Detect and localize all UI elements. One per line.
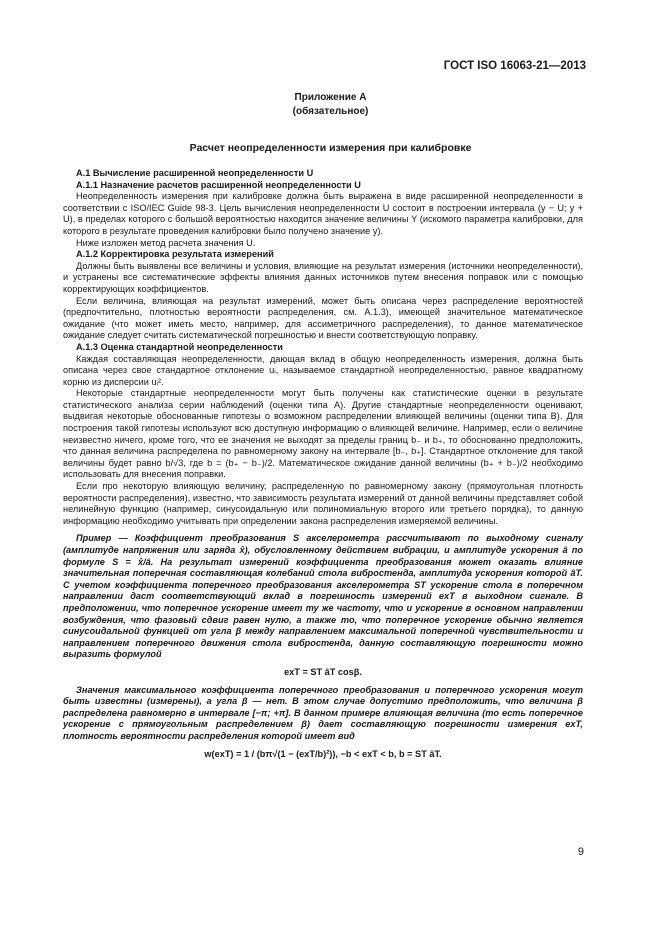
body-text: [63, 168, 583, 766]
paragraph: Каждая составляющая неопределенности, дающая вклад в общую неопределенность измерения, должна быть описана через свое стандартное отклонение uᵢ, называемое стандартной неопределенностью, равное квадратному корню из дисперсии uᵢ².: [63, 353, 583, 387]
paragraph: Должны быть выявлены все величины и условия, влияющие на результат измерения (источники неопределенности), и устранены все систематические эффекты влияния данных источников путем внесения поправок или с помощью корректирующих коэффициентов.: [63, 260, 583, 294]
annex-title: Приложение А: [294, 92, 367, 103]
paragraph: Ниже изложен метод расчета значения U.: [76, 237, 256, 248]
page-number: 9: [577, 846, 584, 858]
page-title: Расчет неопределенности измерения при калибровке: [189, 142, 472, 154]
paragraph: Значения максимального коэффициента поперечного преобразования и поперечного ускорения могут быть известны (измерены), а угла β — нет. В этом случае допустимо предположить, что величина β распределена равномерно в интервале [−π; +π]. В данном примере влияющая величина (то есть поперечное ускорение с прямоугольным распределением β) дает составляющую погрешности измерения exT, плотность вероятности распределения которой имеет вид: [63, 684, 583, 741]
section-heading: А.1.1 Назначение расчетов расширенной неопределенности U: [76, 179, 361, 190]
paragraph: Если величина, влияющая на результат измерений, может быть описана через распределение вероятностей (предпочтительно, плотностью вероятности распределения, см. А.1.3), имеющей значительное математическое ожидание (что может иметь место, например, для ассиметричного распределения), то данное математическое ожидание следует считать систематической погрешностью и внести соответствующую поправку.: [63, 295, 583, 341]
section-heading: А.1 Вычисление расширенной неопределенности U: [76, 168, 314, 178]
paragraph: Некоторые стандартные неопределенности могут быть получены как статистические оценки в результате статистического анализа серии наблюдений (оценки типа А). Другие стандартные неопределенности оценивают, выдвигая некоторые обоснованные гипотезы о возможном распределении влияющей величины (оценки типа В). Для построения такой гипотезы используют всю доступную информацию о влияющей величине. Например, если о величине неизвестно ничего, кроме того, что ее значения не выходят за пределы границ b₋ и b₊, то обоснованно предположить, что данная величина распределена по равномерному закону на интервале [b₋, b₊]. Стандартное отклонение для такой величины будет равно b/√3, где b = (b₊ − b₋)/2. Математическое ожидание данной величины (b₊ + b₋)/2 необходимо использовать для внесения поправки.: [63, 388, 583, 480]
formula: exT = ST âT cosβ.: [284, 666, 362, 677]
paragraph: Неопределенность измерения при калибровке должна быть выражена в виде расширенной неопределенности в соответствии с ISO/IEC Guide 98-3. Цель вычисления неопределенности U состоит в построении интервала (y − U; y + U), в пределах которого с большой вероятностью находится значение величины Y (искомого параметра калибровки, для которого в результате проведения калибровки было получено значение y).: [63, 191, 583, 236]
section-heading: А.1.2 Корректировка результата измерений: [76, 249, 274, 260]
paragraph: Если про некоторую влияющую величину, распределенную по равномерному закону (прямоугольная плотность вероятности распределения), известно, что зависимость результата измерений от данной величины представляет собой нелинейную функцию (например, синусоидальную или полиномиальную второго или третьего порядка), то данную информацию необходимо учитывать при определении закона распределения измеряемой величины.: [63, 481, 583, 526]
annex-status: (обязательное): [292, 106, 369, 117]
formula: w(exT) = 1 / (bπ√(1 − (exT/b)²)), −b < exT < b, b = ST âT.: [204, 748, 442, 759]
standard-header: ГОСТ ISO 16063-21—2013: [443, 60, 586, 72]
section-heading: А.1.3 Оценка стандартной неопределенности: [76, 341, 283, 352]
paragraph: Пример — Коэффициент преобразования S акселерометра рассчитывают по выходному сигналу (амплитуде напряжения или заряда x̂), обусловленному действием вибрации, и амплитуде ускорения â по формуле S = x̂/â. На результат измерений коэффициента преобразования может оказать влияние значительная поперечная составляющая колебаний стола вибростенда, амплитуда ускорения которой âT. С учетом коэффициента поперечного преобразования акселерометра ST ускорение стола в поперечном направлении даст соответствующий вклад в погрешность измерений exT в выходном сигнале. В предположении, что поперечное ускорение имеет ту же частоту, что и ускорение в основном направлении возбуждения, что фазовый сдвиг равен нулю, а также то, что поперечное ускорение обычно является синусоидальной функцией от угла β между направлением максимальной поперечной чувствительности и направлением поперечного движения стола вибростенда, данную составляющую погрешности можно выразить формулой: [63, 533, 583, 660]
